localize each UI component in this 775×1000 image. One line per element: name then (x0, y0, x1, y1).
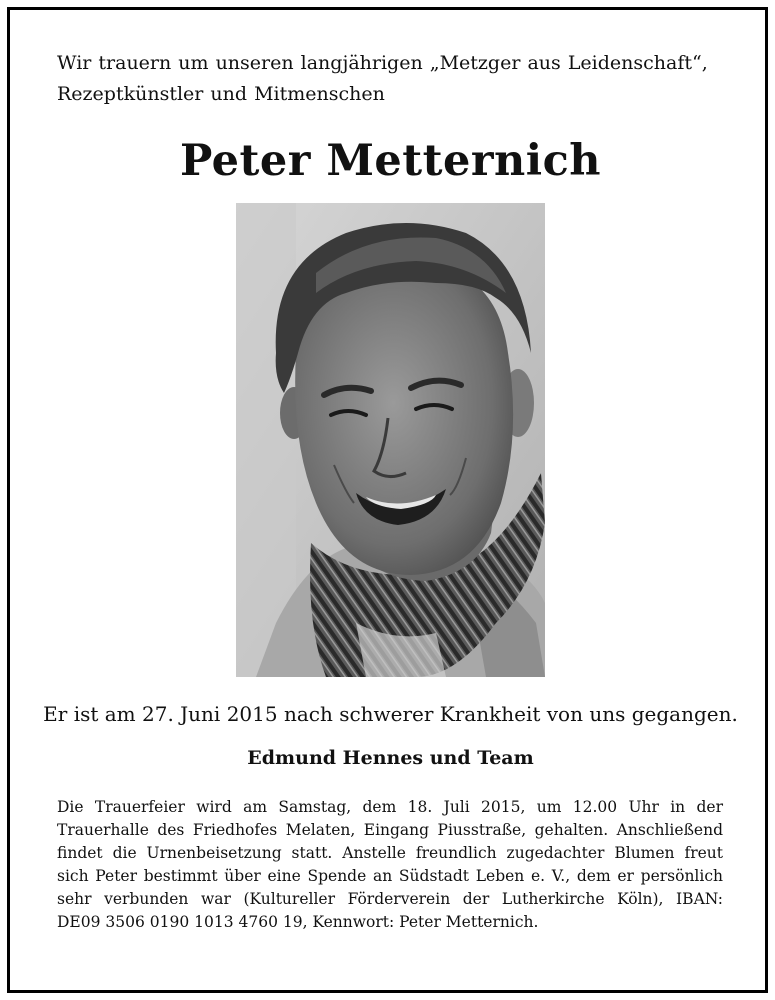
deceased-name: Peter Metternich (179, 136, 602, 186)
funeral-details (57, 796, 723, 934)
intro-line-1: Wir trauern um unseren langjährigen „Metzger aus Leidenschaft“, (57, 52, 708, 74)
signer-name: Edmund Hennes und Team (247, 747, 534, 769)
details-line: sich Peter bestimmt über eine Spende an Südstadt Leben e. V., dem er persönlich (57, 867, 723, 885)
details-line: Trauerhalle des Friedhofes Melaten, Eingang Piusstraße, gehalten. Anschließend (57, 821, 723, 839)
details-line: findet die Urnenbeisetzung statt. Anstelle freundlich zugedachter Blumen freut (57, 844, 723, 862)
intro-text (57, 48, 747, 110)
details-line: sehr verbunden war (Kultureller Förderverein der Lutherkirche Köln), IBAN: (57, 890, 723, 908)
portrait-photo-image (236, 203, 545, 677)
details-line: DE09 3506 0190 1013 4760 19, Kennwort: Peter Metternich. (57, 913, 539, 931)
portrait-photo (236, 203, 545, 677)
obituary-frame (7, 7, 768, 993)
passing-announcement: Er ist am 27. Juni 2015 nach schwerer Krankheit von uns gegangen. (43, 702, 738, 726)
intro-line-2: Rezeptkünstler und Mitmenschen (57, 83, 385, 105)
details-line: Die Trauerfeier wird am Samstag, dem 18. Juli 2015, um 12.00 Uhr in der (57, 798, 723, 816)
